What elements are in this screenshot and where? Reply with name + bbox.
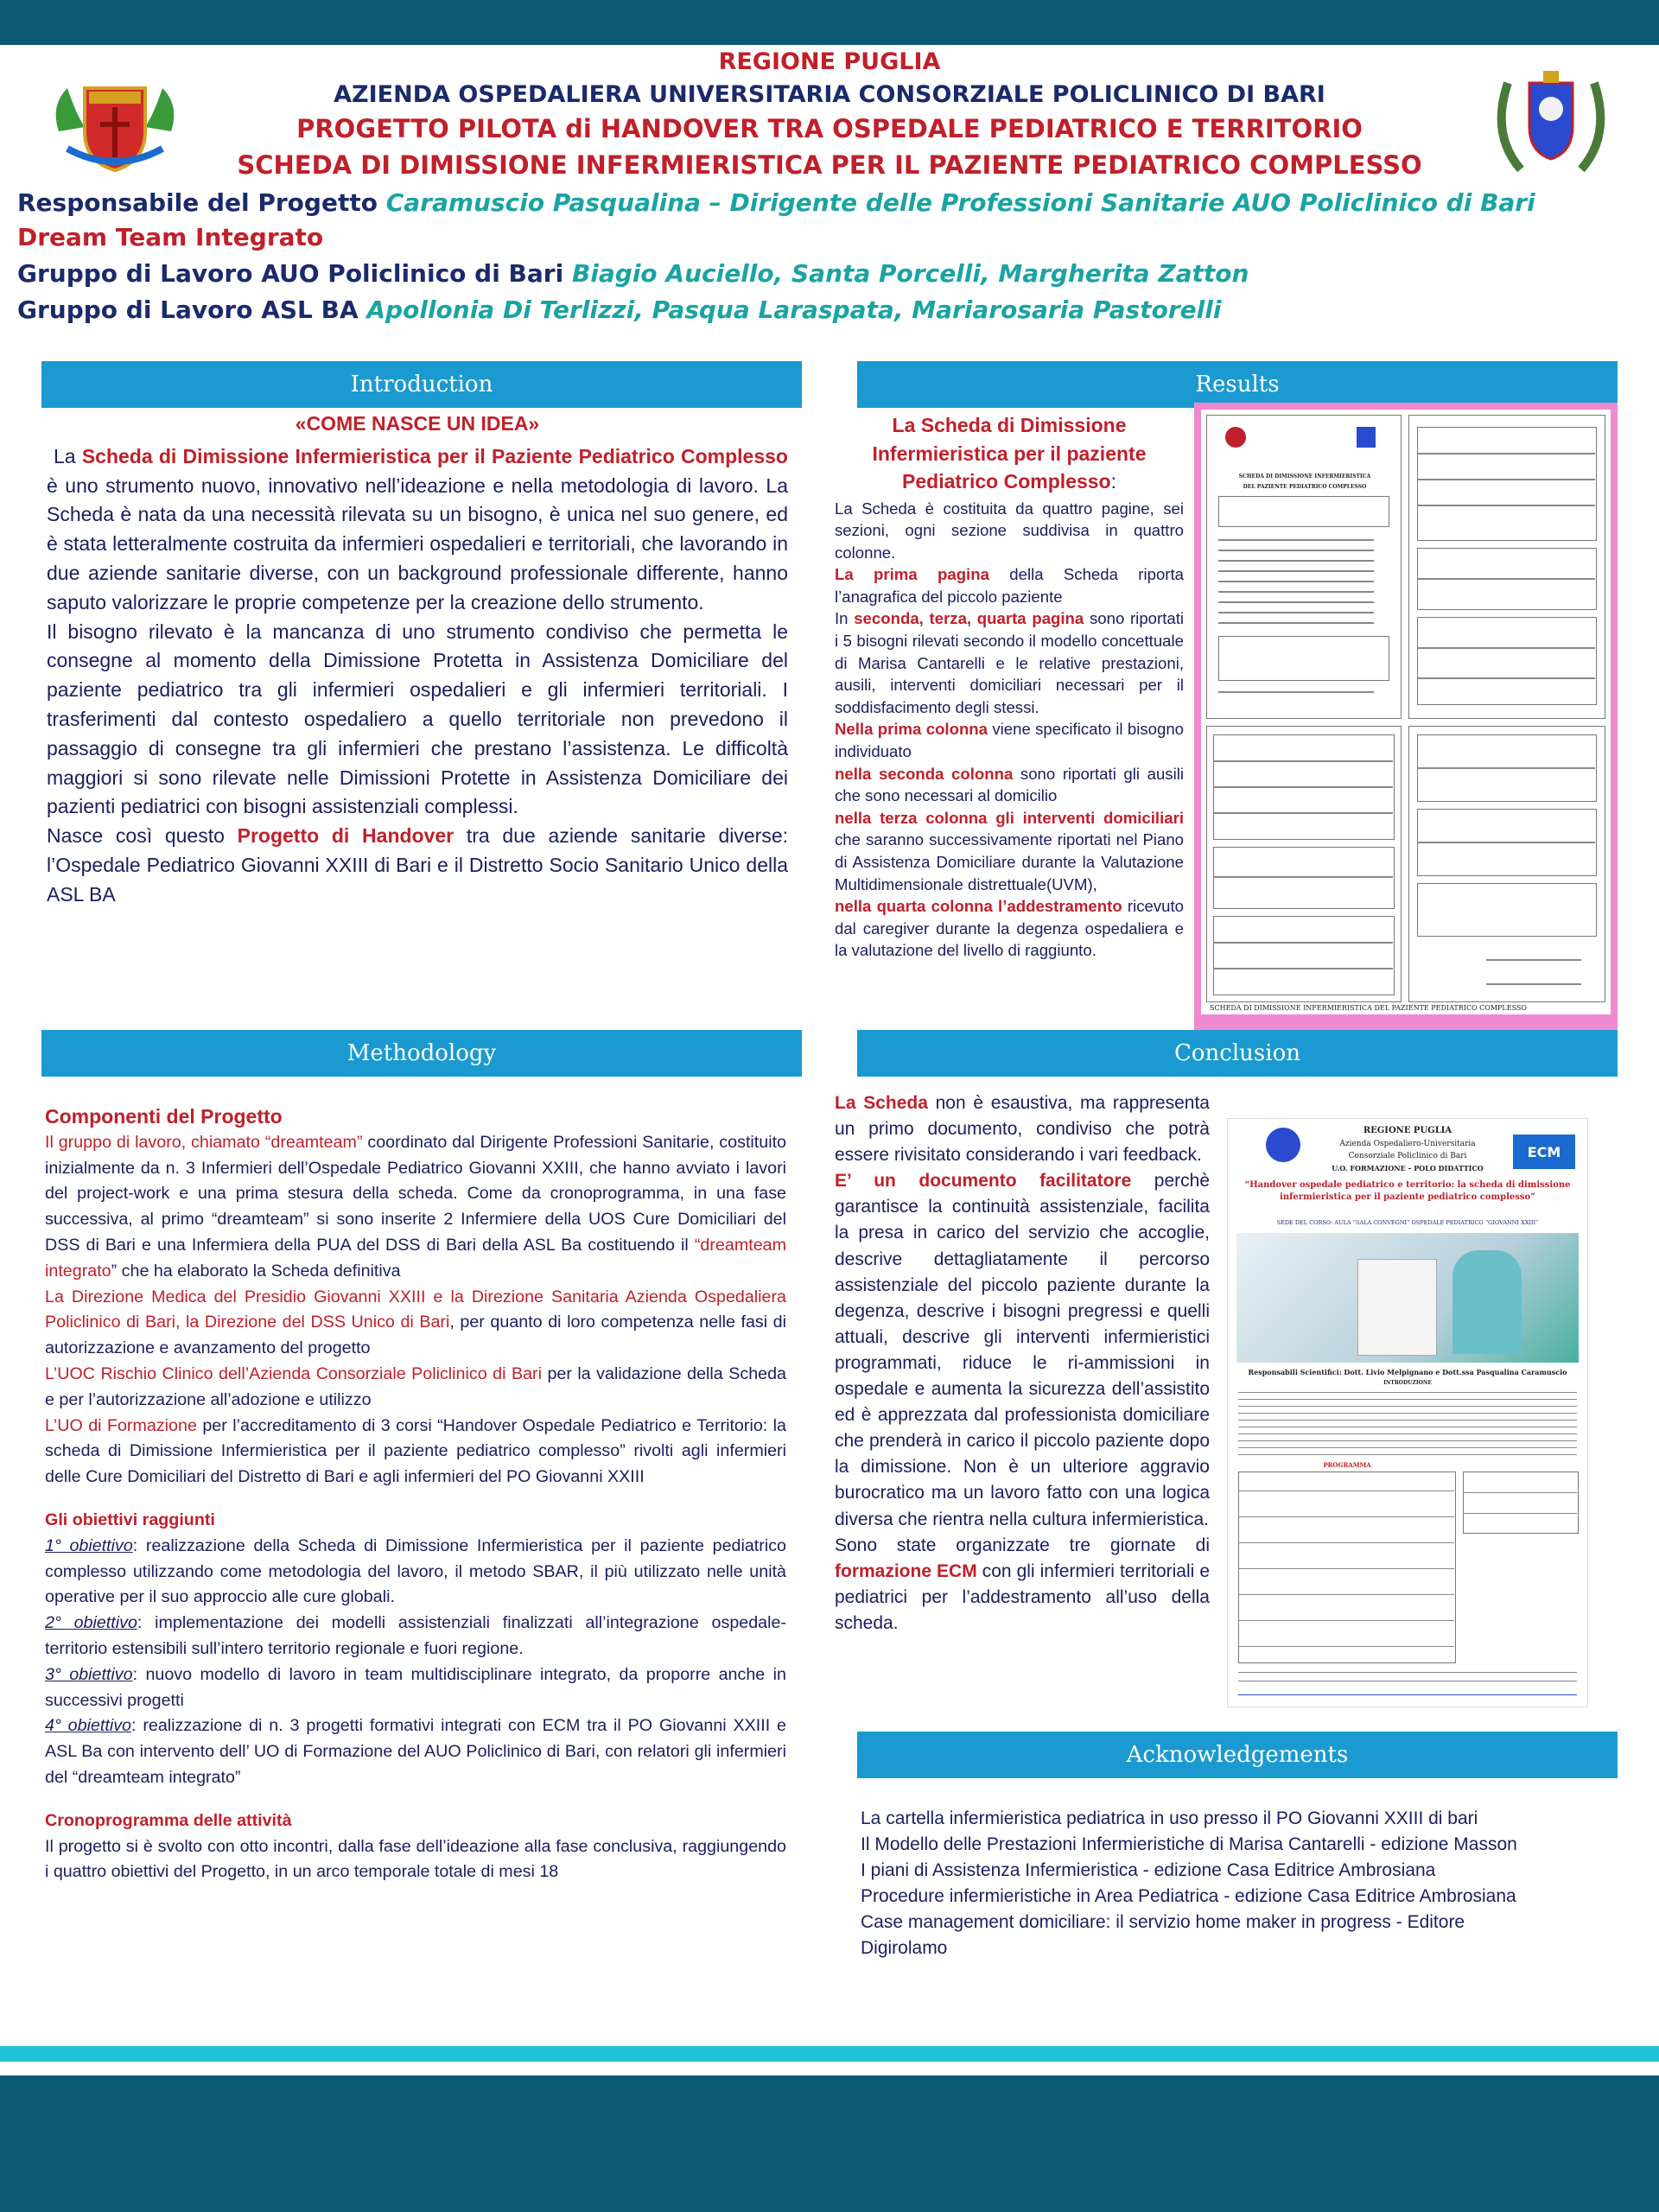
introduction-body: «COME NASCE UN IDEA» La Scheda di Dimissione Infermieristica per il Paziente Pediatrico Complesso è uno strumento nuovo, innovativo nell’ideazione e nella metodologia di lavoro. La Scheda è nata da una necessità rilevata su un bisogno, è unica nel suo genere, ed è stata letteralmente costruita da infermieri ospedalieri e territoriali, che lavorando in due aziende sanitarie diverse, con un background professionale differente, hanno saputo valorizzare le proprie competenze per la creazione dello strumento. Il bisogno rilevato è la mancanza di uno strumento condiviso che permetta le consegne al momento della Dimissione Protetta in Assistenza Domiciliare del paziente pediatrico tra gli infermieri ospedalieri e gli infermieri territoriali. I trasferimenti dal contesto ospedaliero a quello territoriale non prevedono il passaggio di consegne tra gli infermieri che prestano l’assistenza. Le difficoltà maggiori si sono rilevate nelle Dimissioni Protette in Assistenza Domiciliare dei pazienti pediatrici con bisogni assistenziali complessi. Nasce così questo Progetto di Handover tra due aziende sanitarie diverse: l’Ospedale Pediatrico Giovanni XXIII di Bari e il Distretto Socio Sanitario Unico della ASL BA: [47, 412, 789, 906]
gruppo-auo-line: Gruppo di Lavoro AUO Policlinico di Bari Biagio Auciello, Santa Porcelli, Margherita Zatton: [17, 259, 1249, 288]
responsabile-line: Responsabile del Progetto Caramuscio Pasqualina – Dirigente delle Professioni Sanitarie AUO Policlinico di Bari: [17, 188, 1535, 217]
bottom-cyan-strip: [0, 2046, 1659, 2062]
doc-caption: SCHEDA DI DIMISSIONE INFERMIERISTICA DEL PAZIENTE PEDIATRICO COMPLESSO: [1210, 1004, 1527, 1012]
introduction-bar: Introduction: [41, 361, 802, 408]
conclusion-bar: Conclusion: [857, 1030, 1618, 1077]
progetto-title: PROGETTO PILOTA di HANDOVER TRA OSPEDALE PEDIATRICO E TERRITORIO: [296, 114, 1363, 143]
scheda-preview-image: [1194, 403, 1618, 1030]
ack-line: Case management domiciliare: il servizio home maker in progress - Editore: [861, 1912, 1465, 1932]
top-band: [0, 0, 1659, 45]
results-body: La Scheda di Dimissione Infermieristica per il paziente Pediatrico Complesso: La Scheda è costituita da quattro pagine, sei sezioni, ogni sezione suddivisa in quattro colonne. La prima pagina della Scheda riporta l’anagrafica del piccolo paziente In seconda, terza, quarta pagina sono riportati i 5 bisogni rilevati secondo il modello concettuale di Marisa Cantarelli e le relative prestazioni, ausili, interventi domiciliari necessari per il soddisfacimento degli stessi. Nella prima colonna viene specificato il bisogno individuato nella seconda colonna sono riportati gli ausili che sono necessari al domicilio nella terza colonna gli interventi domiciliari che saranno successivamente riportati nel Piano di Assistenza Domiciliare durante la Valutazione Multidimensionale distrettuale(UVM), nella quarta colonna l’addestramento ricevuto dal caregiver durante la degenza ospedaliera e la valutazione del livello di raggiunto.: [835, 414, 1185, 960]
doc-title-1: SCHEDA DI DIMISSIONE INFERMIERISTICA: [1238, 474, 1371, 480]
ack-line: Procedure infermieristiche in Area Pediatrica - edizione Casa Editrice Ambrosiana: [861, 1886, 1516, 1906]
dream-team-line: Dream Team Integrato: [17, 223, 324, 251]
ack-line: Il Modello delle Prestazioni Infermieristiche di Marisa Cantarelli - edizione Masson: [861, 1834, 1517, 1854]
region-title: REGIONE PUGLIA: [718, 48, 941, 75]
azienda-title: AZIENDA OSPEDALIERA UNIVERSITARIA CONSORZIALE POLICLINICO DI BARI: [334, 81, 1325, 108]
intro-heading: «COME NASCE UN IDEA»: [295, 412, 540, 435]
bottom-band: [0, 2075, 1659, 2212]
methodology-bar: Methodology: [41, 1030, 802, 1077]
nurse-photo: [1236, 1233, 1579, 1363]
methodology-h2: Gli obiettivi raggiunti: [45, 1510, 215, 1529]
ecm-course-flyer: REGIONE PUGLIA Azienda Ospedaliero-Universitaria Consorziale Policlinico di Bari U.O. FORMAZIONE – POLO DIDATTICO ECM “Handover ospedale pediatrico e territorio: la scheda di dimissione infermieristica per il paziente pediatrico complesso” SEDE DEL CORSO: AULA “SALA CONVEGNI” OSPEDALE PEDIATRICO “GIOVANNI XXIII” Responsabili Scientifici: Dott. Livio Melpignano e Dott.ssa Pasqualina Caramuscio INTRODUZIONE PROGRAMMA: [1227, 1118, 1588, 1707]
conclusion-body: La Scheda non è esaustiva, ma rappresenta un primo documento, condiviso che potrà essere rivisitato considerando i vari feedback. E’ un documento facilitatore perchè garantisce la continuità assistenziale, facilita la presa in carico del servizio che accoglie, descrive dettagliatamente il percorso assistenziale del piccolo paziente durante la degenza, descrive i bisogni pregressi e quelli attuali, descrive gli interventi infermieristici programmati, riduce le ri-ammissioni in ospedale e aumenta la sicurezza dell’assistito ed è apprezzata dal professionista domiciliare che prenderà in carico il piccolo paziente dopo la dimissione. Non è un ulteriore aggravio burocratico ma un lavoro fatto con una logica diversa che rientra nella cultura infermieristica. Sono state organizzate tre giornate di formazione ECM con gli infermieri territoriali e pediatrici per l’addestramento all’uso della scheda.: [835, 1093, 1211, 1633]
scheda-title: SCHEDA DI DIMISSIONE INFERMIERISTICA PER IL PAZIENTE PEDIATRICO COMPLESSO: [237, 150, 1422, 180]
acknowledgements-bar: Acknowledgements: [857, 1732, 1618, 1778]
gruppo-asl-line: Gruppo di Lavoro ASL BA Apollonia Di Terlizzi, Pasqua Laraspata, Mariarosaria Pastorelli: [17, 296, 1222, 324]
methodology-h3: Cronoprogramma delle attività: [45, 1810, 292, 1830]
doc-title-2: DEL PAZIENTE PEDIATRICO COMPLESSO: [1243, 484, 1367, 490]
flyer-title: “Handover ospedale pediatrico e territorio: la scheda di dimissione infermieristica per il paziente pediatrico complesso”: [1244, 1180, 1571, 1202]
ack-line: Digirolamo: [861, 1938, 948, 1958]
flyer-region: REGIONE PUGLIA: [1363, 1126, 1452, 1135]
ack-line: I piani di Assistenza Infermieristica - edizione Casa Editrice Ambrosiana: [861, 1860, 1436, 1880]
results-bar: Results: [857, 361, 1618, 408]
results-title: La Scheda di Dimissione Infermieristica per il paziente Pediatrico Complesso: [872, 414, 1147, 493]
acknowledgements-body: [861, 1806, 1621, 1961]
methodology-body: Componenti del Progetto Il gruppo di lavoro, chiamato “dreamteam” coordinato dal Dirigente Professioni Sanitarie, costituito inizialmente da n. 3 Infermieri dell’Ospedale Pediatrico Giovanni XXIII, che hanno avviato i lavori del project-work e una prima stesura della scheda. Come da cronoprogramma, in una fase successiva, al primo “dreamteam” si sono inserite 2 Infermiere della UOS Cure Domiciliari del DSS di Bari e una Infermiera della PUA del DSS di Bari della ASL Ba costituendo il “dreamteam integrato” che ha elaborato la Scheda definitiva La Direzione Medica del Presidio Giovanni XXIII e la Direzione Sanitaria Azienda Ospedaliera Policlinico di Bari, la Direzione del DSS Unico di Bari, per quanto di loro competenza nelle fasi di autorizzazione e avanzamento del progetto L’UOC Rischio Clinico dell’Azienda Consorziale Policlinico di Bari per la validazione della Scheda e per l’autorizzazione all’adozione e utilizzo L’UO di Formazione per l’accreditamento di 3 corsi “Handover Ospedale Pediatrico e Territorio: la scheda di Dimissione Infermieristica per il paziente pediatrico complesso” rivolti agli infermieri delle Cure Domiciliari del Distretto di Bari e agli infermieri del PO Giovanni XXIII Gli obiettivi raggiunti 1° obiettivo: realizzazione della Scheda di Dimissione Infermieristica per il paziente pediatrico complesso utilizzando come metodologia del lavoro, il metodo SBAR, il più utilizzato nelle unità operative per il suo approccio alle cure globali. 2° obiettivo: implementazione dei modelli assistenziali finalizzati all’integrazione ospedale- territorio estensibili sull’intero territorio regionale e fuori regione. 3° obiettivo: nuovo modello di lavoro in team multidisciplinare integrato, da proporre anche in successivi progetti 4° obiettivo: realizzazione di n. 3 progetti formativi integrati con ECM tra il PO Giovanni XXIII e ASL Ba con intervento dell’ UO di Formazione del AUO Policlinico di Bari, con relatori gli infermieri del “dreamteam integrato” Cronoprogramma delle attività Il progetto si è svolto con otto incontri, dalla fase dell’ideazione alla fase conclusiva, raggiungendo i quattro obiettivi del Progetto, in un arco temporale totale di mesi 18: [45, 1105, 787, 1882]
ack-line: La cartella infermieristica pediatrica in uso presso il PO Giovanni XXIII di bari: [861, 1808, 1478, 1828]
methodology-h1: Componenti del Progetto: [45, 1105, 283, 1128]
poster-header: [0, 45, 1659, 330]
ecm-logo-icon: ECM: [1513, 1135, 1575, 1169]
